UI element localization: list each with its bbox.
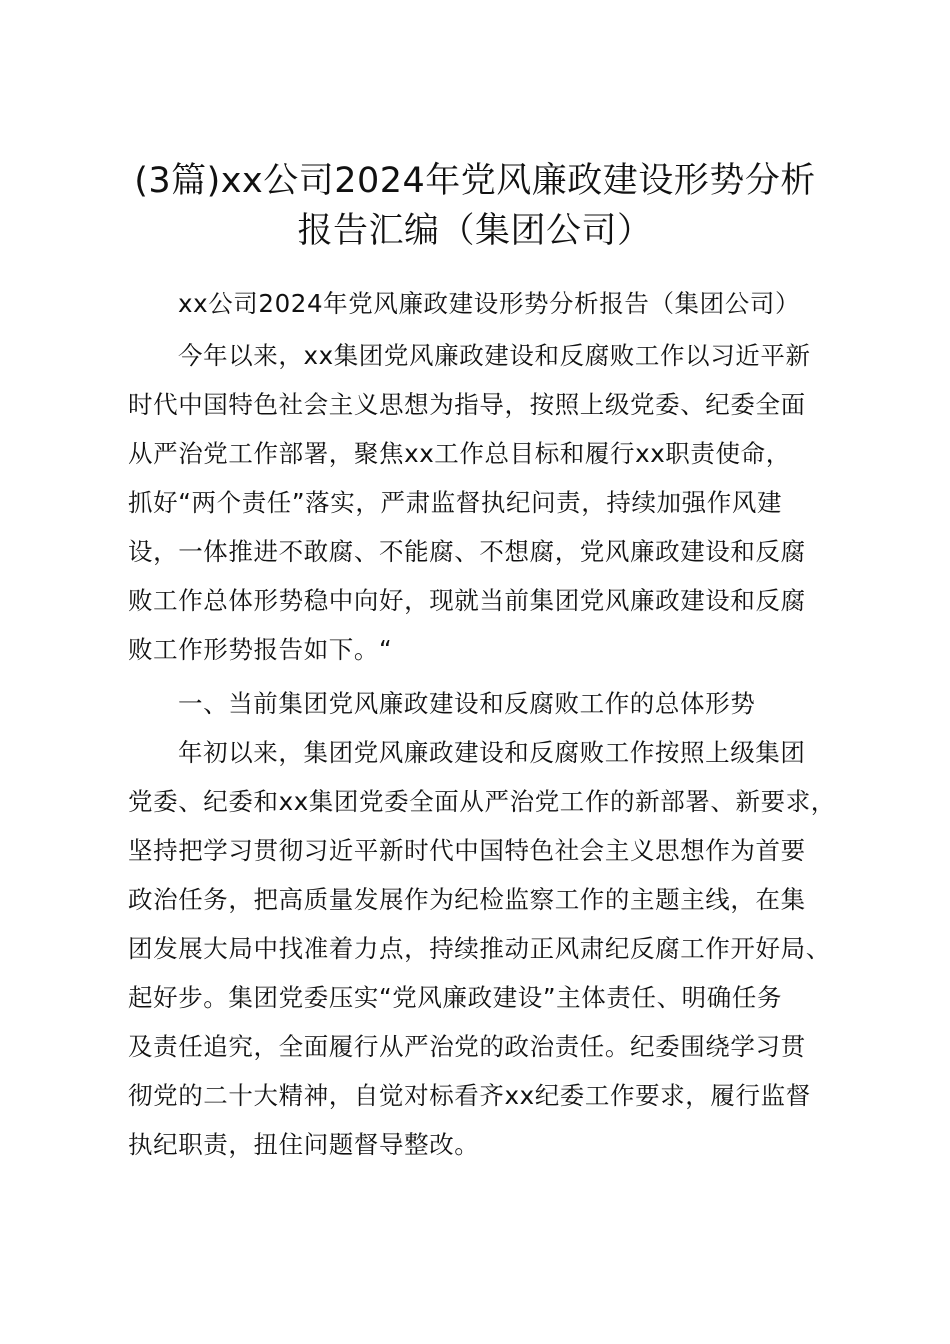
document-subtitle: xx公司2024年党风廉政建设形势分析报告（集团公司）: [178, 289, 801, 318]
paragraph-line: 抓好“两个责任”落实，严肃监督执纪问责，持续加强作风建: [128, 488, 783, 517]
paragraph-line: 团发展大局中找准着力点，持续推动正风肃纪反腐工作开好局、: [128, 934, 831, 963]
paragraph-line: 党委、纪委和xx集团党委全面从严治党工作的新部署、新要求，: [128, 787, 836, 816]
paragraph-line: 从严治党工作部署，聚焦xx工作总目标和履行xx职责使命，: [128, 439, 791, 468]
paragraph-line: 败工作形势报告如下。“: [128, 635, 393, 664]
paragraph-line: 年初以来，集团党风廉政建设和反腐败工作按照上级集团: [178, 738, 806, 767]
paragraph-line: 及责任追究，全面履行从严治党的政治责任。纪委围绕学习贯: [128, 1032, 806, 1061]
document-title-line-1: (3篇)xx公司2024年党风廉政建设形势分析: [134, 161, 816, 201]
paragraph-line: 起好步。集团党委压实“党风廉政建设”主体责任、明确任务: [128, 983, 783, 1012]
section-heading-1: 一、当前集团党风廉政建设和反腐败工作的总体形势: [178, 689, 756, 718]
paragraph-line: 败工作总体形势稳中向好，现就当前集团党风廉政建设和反腐: [128, 586, 806, 615]
paragraph-line: 今年以来，xx集团党风廉政建设和反腐败工作以习近平新: [178, 341, 811, 370]
paragraph-line: 政治任务，把高质量发展作为纪检监察工作的主题主线，在集: [128, 885, 806, 914]
paragraph-line: 设，一体推进不敢腐、不能腐、不想腐，党风廉政建设和反腐: [128, 537, 806, 566]
paragraph-line: 执纪职责，扭住问题督导整改。: [128, 1130, 480, 1159]
document-title-line-2: 报告汇编（集团公司）: [297, 211, 653, 251]
paragraph-line: 时代中国特色社会主义思想为指导，按照上级党委、纪委全面: [128, 390, 806, 419]
paragraph-line: 彻党的二十大精神，自觉对标看齐xx纪委工作要求，履行监督: [128, 1081, 811, 1110]
paragraph-line: 坚持把学习贯彻习近平新时代中国特色社会主义思想作为首要: [128, 836, 806, 865]
